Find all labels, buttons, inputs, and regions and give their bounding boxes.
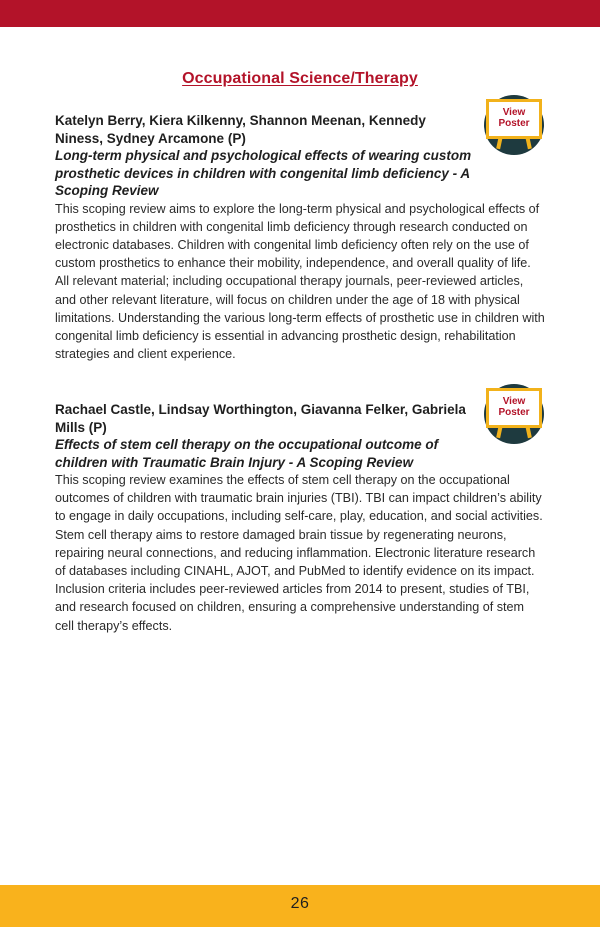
entry-abstract: This scoping review examines the effects of stem cell therapy on the occupational outcomes of children with traumatic brain injuries (TBI). TBI can impact children’s ability to engage in daily occupations, including self-care, play, education, and social activities. Stem cell therapy aims to restore damaged brain tissue by regenerating neurons, repairing neural connections, and reducing inflammation. Electronic literature research of databases including CINAHL, AJOT, and PubMed to identify evidence on its impact. Inclusion criteria includes peer-reviewed articles from 2014 to present, studies of TBI, and research focused on children, ensuring a comprehensive understanding of stem cell therapy’s effects. — [55, 473, 543, 633]
entry-abstract: This scoping review aims to explore the long-term physical and psychological effects of prosthetics in children with congenital limb deficiency through research conducted on electronic databases. Children with congenital limb deficiency often rely on the use of custom prosthetics to enhance their mobility, independence, and overall quality of life. All relevant material; including occupational therapy journals, peer-reviewed articles, and other relevant literature, will focus on children under the age of 18 with physical limitations. Understanding the various long-term effects of prosthetic use in children with congenital limb deficiency is essential in advancing prosthetic design, rehabilitation strategies and client experience. — [55, 201, 545, 362]
section-title: Occupational Science/Therapy — [182, 70, 418, 87]
abstract-entry — [55, 401, 545, 635]
entry-title: Long-term physical and psychological effects of wearing custom prosthetic devices in children with congenital limb deficiency - A Scoping Review — [55, 148, 472, 198]
view-poster-label-line1: View — [502, 396, 526, 407]
entry-authors: Rachael Castle, Lindsay Worthington, Giavanna Felker, Gabriela Mills (P) — [55, 402, 466, 435]
abstract-entry — [55, 112, 545, 363]
view-poster-label-line2: Poster — [498, 407, 530, 418]
entry-title: Effects of stem cell therapy on the occupational outcome of children with Traumatic Brain Injury - A Scoping Review — [55, 437, 439, 470]
entry-authors: Katelyn Berry, Kiera Kilkenny, Shannon Meenan, Kennedy Niness, Sydney Arcamone (P) — [55, 113, 426, 146]
header-bar — [0, 0, 600, 27]
view-poster-label-line2: Poster — [498, 118, 530, 129]
view-poster-label-line1: View — [502, 107, 526, 118]
page-number: 26 — [290, 895, 310, 912]
